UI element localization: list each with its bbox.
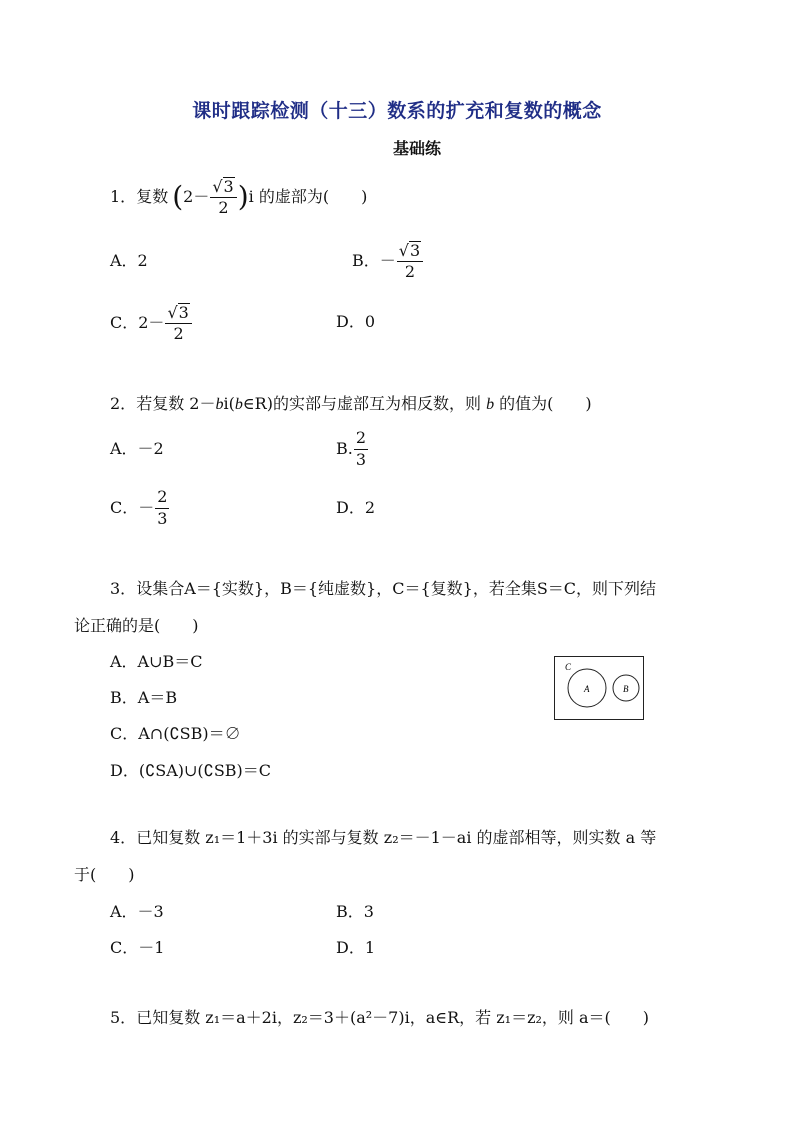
q4-option-b[interactable]: B．3 — [336, 902, 374, 921]
universe-label: C — [565, 662, 572, 672]
question-text-suffix: i 的虚部为( ) — [248, 187, 368, 206]
q1-option-a[interactable]: A．2 — [110, 251, 148, 270]
q4-option-c[interactable]: C．－1 — [110, 938, 165, 957]
question-number: 2． — [110, 394, 137, 413]
q3-option-b[interactable]: B．A＝B — [110, 688, 178, 707]
question-number: 1． — [110, 187, 137, 206]
q2-option-d[interactable]: D．2 — [336, 498, 376, 517]
q2-option-a[interactable]: A．－2 — [110, 439, 164, 458]
option-label: B．－ — [352, 251, 396, 270]
question-5: 5．已知复数 z₁＝a＋2i，z₂＝3＋(a²－7)i，a∈R，若 z₁＝z₂，则 a＝( ) — [110, 1008, 650, 1027]
q1-option-d[interactable]: D．0 — [336, 312, 376, 331]
right-paren: ) — [237, 180, 249, 213]
two-thirds-fraction: $\frac{2}{3}$ — [355, 428, 367, 469]
set-a-label: A — [584, 684, 590, 694]
q2-option-c[interactable] — [110, 485, 170, 531]
set-b-label: B — [623, 684, 629, 694]
question-number: 5． — [110, 1008, 137, 1027]
question-number: 4． — [110, 828, 137, 847]
expr-two-minus: 2－ — [183, 187, 210, 206]
q4-option-a[interactable]: A．－3 — [110, 902, 164, 921]
q2-option-b[interactable] — [336, 426, 369, 472]
sqrt3-over-2-fraction: $\frac{√3}{2}$ — [210, 177, 236, 218]
question-4-line-1: 4．已知复数 z₁＝1＋3i 的实部与复数 z₂＝－1－ai 的虚部相等，则实数 a 等 — [110, 828, 657, 847]
q3-option-c[interactable]: C．A∩(∁SB)＝∅ — [110, 724, 241, 743]
page-title: 课时跟踪检测（十三）数系的扩充和复数的概念 — [192, 100, 602, 122]
question-3-line-1: 3．设集合A＝{实数}，B＝{纯虚数}，C＝{复数}，若全集S＝C，则下列结 — [110, 579, 657, 598]
option-label: B. — [336, 439, 353, 458]
q3-option-d[interactable]: D．(∁SA)∪(∁SB)＝C — [110, 761, 272, 780]
question-number: 3． — [110, 579, 137, 598]
option-label: C．2－ — [110, 313, 165, 332]
sqrt3-over-2-fraction: $\frac{√3}{2}$ — [165, 303, 191, 344]
two-thirds-fraction: $\frac{2}{3}$ — [157, 487, 168, 528]
question-1 — [110, 172, 367, 222]
q4-option-d[interactable]: D．1 — [336, 938, 376, 957]
sqrt3-over-2-fraction: $\frac{√3}{2}$ — [397, 241, 423, 282]
option-label: C．－ — [110, 498, 155, 517]
venn-svg — [555, 657, 643, 719]
left-paren: ( — [172, 180, 184, 213]
question-text: 复数 — [136, 187, 169, 206]
section-heading: 基础练 — [392, 139, 441, 158]
venn-diagram — [554, 656, 644, 720]
q3-option-a[interactable]: A．A∪B＝C — [110, 652, 203, 671]
q1-option-b[interactable] — [352, 236, 424, 286]
question-4-line-2: 于( ) — [74, 865, 135, 884]
sqrt-radicand: 3 — [223, 176, 234, 196]
fraction-denominator: 2 — [218, 198, 229, 217]
q1-option-c[interactable] — [110, 298, 193, 348]
question-3-line-2: 论正确的是( ) — [74, 616, 199, 635]
question-2: 2．若复数 2－bi(b∈R)的实部与虚部互为相反数，则 b 的值为( ) — [110, 394, 592, 413]
